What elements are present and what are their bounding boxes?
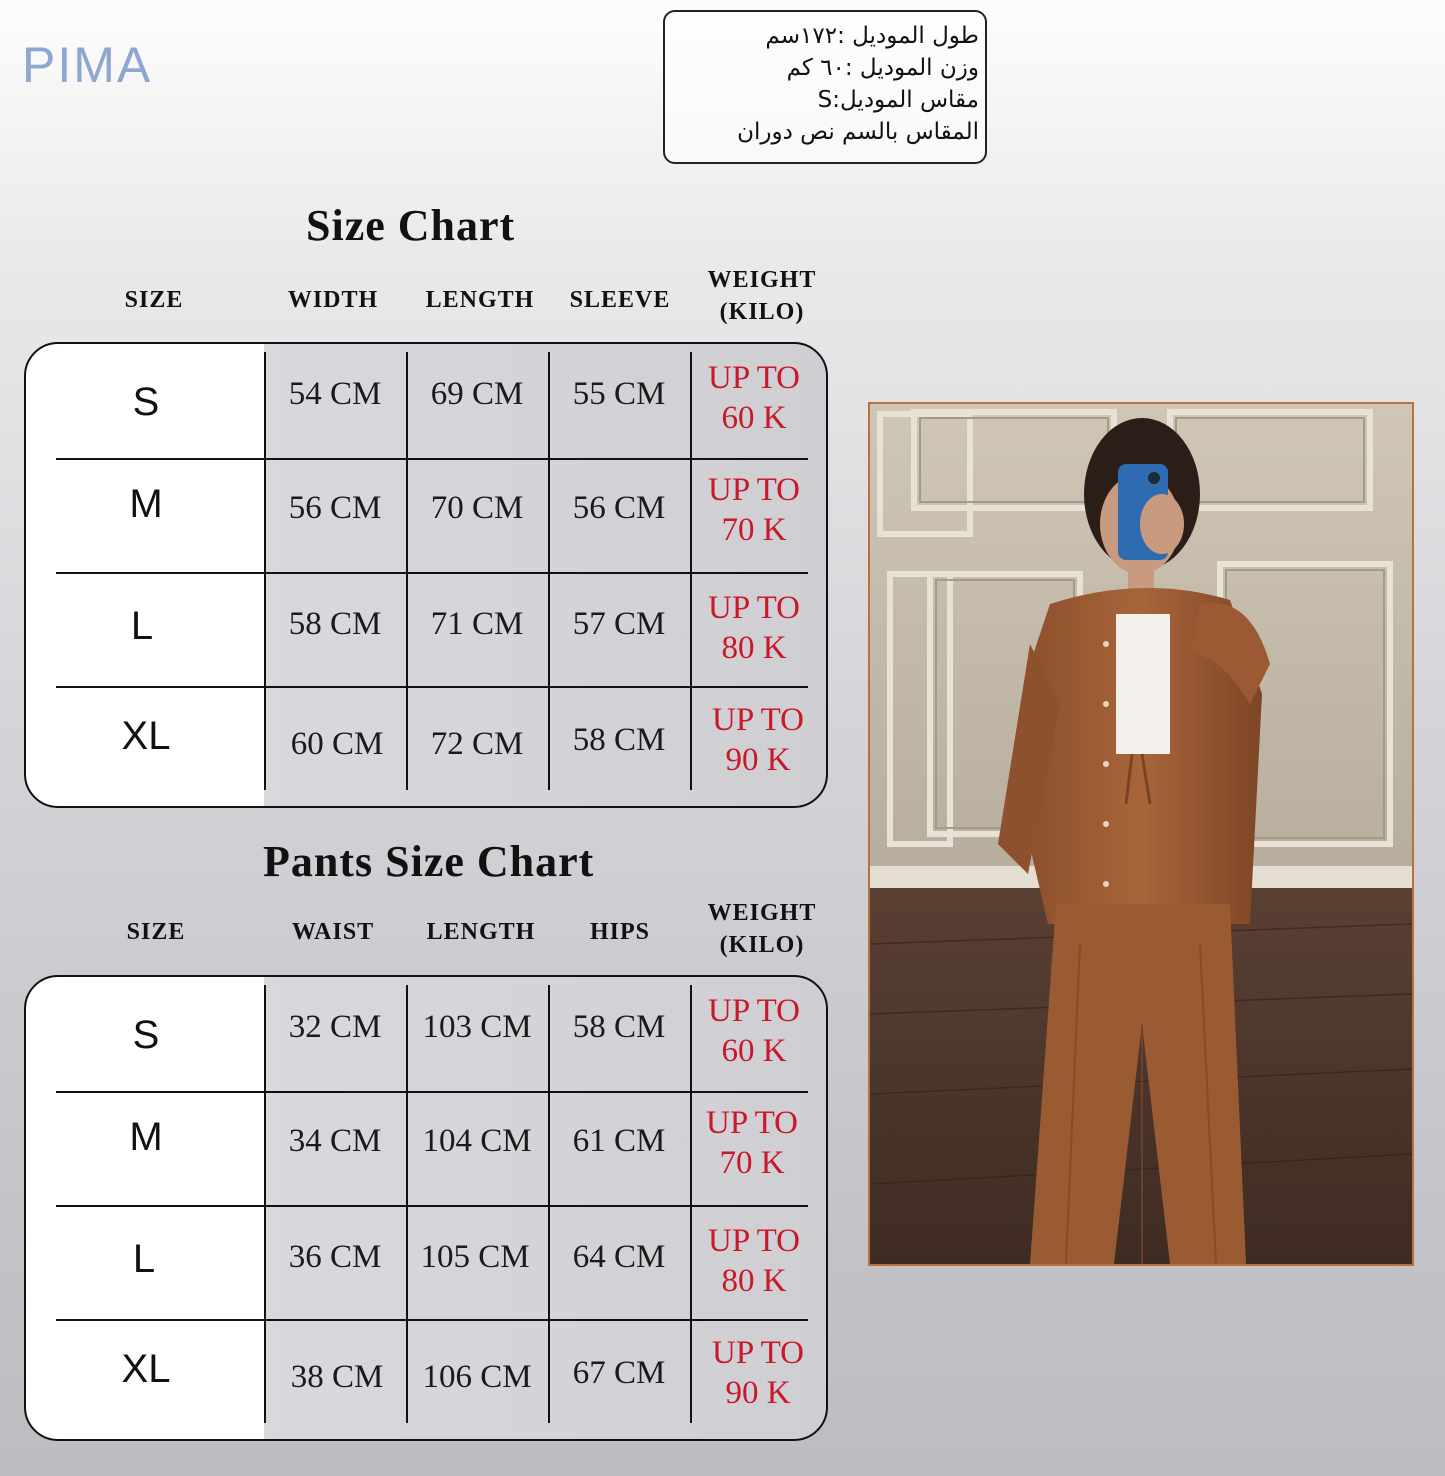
pants-hips-m: 61 CM: [572, 1123, 666, 1159]
pants-header-weight-line2: (KILO): [719, 932, 805, 958]
model-size-text: مقاس الموديل:S: [817, 87, 979, 113]
shirt-size-s: S: [132, 380, 160, 424]
weight-up-to: UP TO: [707, 590, 800, 626]
pants-waist-m: 34 CM: [288, 1123, 382, 1159]
row-divider: [56, 1319, 808, 1321]
pants-size-table: [24, 975, 828, 1441]
weight-up-to: UP TO: [707, 360, 800, 396]
pants-header-hips: HIPS: [589, 919, 650, 945]
pants-length-xl: 106 CM: [422, 1359, 532, 1395]
pants-size-s: S: [132, 1013, 160, 1057]
pants-weight-s: [692, 991, 816, 1071]
pants-weight-l: [692, 1221, 816, 1301]
pants-waist-s: 32 CM: [288, 1009, 382, 1045]
weight-value: 70 K: [721, 512, 787, 548]
pants-header-waist: WAIST: [291, 919, 375, 945]
row-divider: [56, 1091, 808, 1093]
shirt-sleeve-s: 55 CM: [572, 376, 666, 412]
shirt-width-xl: 60 CM: [290, 726, 384, 762]
pants-weight-m: [690, 1103, 814, 1183]
model-weight-text: وزن الموديل :٦٠ كم: [786, 55, 979, 81]
pants-hips-s: 58 CM: [572, 1009, 666, 1045]
pants-length-m: 104 CM: [422, 1123, 532, 1159]
shirt-size-l: L: [130, 604, 154, 648]
weight-up-to: UP TO: [707, 472, 800, 508]
shirt-sleeve-m: 56 CM: [572, 490, 666, 526]
brand-logo: PIMA: [22, 37, 153, 93]
shirt-header-weight-line1: WEIGHT: [707, 267, 817, 293]
pants-length-s: 103 CM: [422, 1009, 532, 1045]
model-photo: [868, 402, 1414, 1266]
weight-up-to: UP TO: [707, 993, 800, 1029]
shirt-length-xl: 72 CM: [430, 726, 524, 762]
column-divider: [264, 985, 266, 1423]
shirt-chart-title: Size Chart: [306, 201, 516, 250]
shirt-width-l: 58 CM: [288, 606, 382, 642]
pants-size-m: M: [129, 1115, 163, 1159]
shirt-header-sleeve: SLEEVE: [569, 287, 671, 313]
column-divider: [406, 352, 408, 790]
shirt-width-s: 54 CM: [288, 376, 382, 412]
shirt-length-s: 69 CM: [430, 376, 524, 412]
pants-header-weight-line1: WEIGHT: [707, 900, 817, 926]
weight-value: 60 K: [721, 1033, 787, 1069]
pants-waist-l: 36 CM: [288, 1239, 382, 1275]
shirt-sleeve-xl: 58 CM: [572, 722, 666, 758]
row-divider: [56, 686, 808, 688]
row-divider: [56, 572, 808, 574]
weight-up-to: UP TO: [711, 702, 804, 738]
weight-up-to: UP TO: [707, 1223, 800, 1259]
shirt-weight-xl: [696, 700, 820, 780]
shirt-header-weight-line2: (KILO): [719, 299, 805, 325]
shirt-width-m: 56 CM: [288, 490, 382, 526]
shirt-header-length: LENGTH: [425, 287, 535, 313]
column-divider: [264, 352, 266, 790]
shirt-header-weight: [692, 264, 832, 328]
weight-value: 80 K: [721, 1263, 787, 1299]
weight-value: 90 K: [725, 742, 791, 778]
weight-value: 70 K: [719, 1145, 785, 1181]
pants-weight-xl: [696, 1333, 820, 1413]
weight-up-to: UP TO: [705, 1105, 798, 1141]
shirt-header-size: SIZE: [124, 287, 184, 313]
pants-header-size: SIZE: [126, 919, 186, 945]
pants-header-weight: [692, 897, 832, 961]
pants-header-length: LENGTH: [426, 919, 536, 945]
weight-value: 90 K: [725, 1375, 791, 1411]
model-info-box: [663, 10, 987, 164]
weight-value: 60 K: [721, 400, 787, 436]
shirt-length-l: 71 CM: [430, 606, 524, 642]
model-photo-illustration: [870, 404, 1412, 1264]
row-divider: [56, 1205, 808, 1207]
pants-length-l: 105 CM: [420, 1239, 530, 1275]
pants-hips-l: 64 CM: [572, 1239, 666, 1275]
column-divider: [406, 985, 408, 1423]
pants-hips-xl: 67 CM: [572, 1355, 666, 1391]
row-divider: [56, 458, 808, 460]
pants-size-l: L: [132, 1237, 156, 1281]
pants-chart-title: Pants Size Chart: [263, 837, 595, 886]
shirt-length-m: 70 CM: [430, 490, 524, 526]
weight-value: 80 K: [721, 630, 787, 666]
weight-up-to: UP TO: [711, 1335, 804, 1371]
shirt-sleeve-l: 57 CM: [572, 606, 666, 642]
pants-size-xl: XL: [121, 1347, 171, 1391]
pants-waist-xl: 38 CM: [290, 1359, 384, 1395]
shirt-weight-m: [692, 470, 816, 550]
measure-note-text: المقاس بالسم نص دوران: [737, 119, 979, 145]
model-height-text: طول الموديل :١٧٢سم: [765, 23, 979, 49]
shirt-size-m: M: [129, 482, 163, 526]
shirt-size-table: [24, 342, 828, 808]
shirt-weight-l: [692, 588, 816, 668]
shirt-size-xl: XL: [121, 714, 171, 758]
shirt-weight-s: [692, 358, 816, 438]
shirt-header-width: WIDTH: [287, 287, 379, 313]
